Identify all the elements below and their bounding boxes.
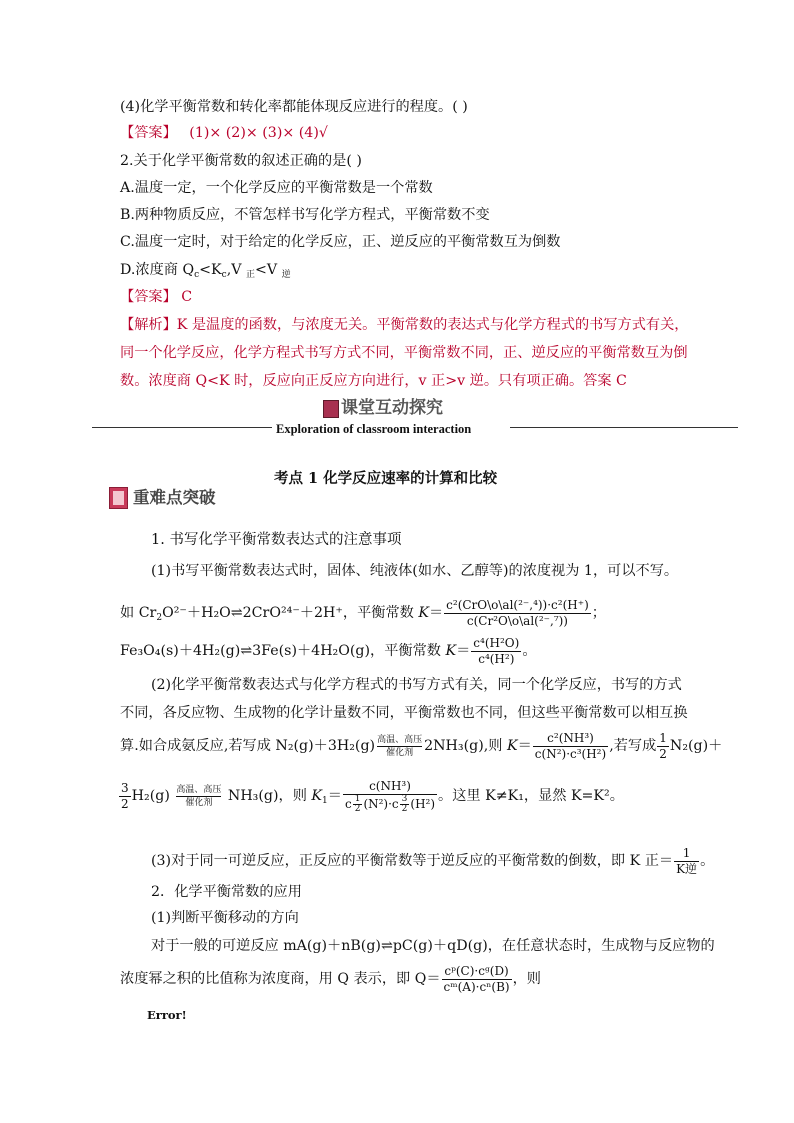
q2-option-d: D.浓度商 $Q_c<K_c,V$ $_正$<V $_逆$ xyxy=(120,262,291,280)
half-fraction: $\frac{1}{2}$ xyxy=(659,730,667,761)
banner-subtitle: Exploration of classroom interaction xyxy=(276,422,472,436)
reaction-arrow-2: 高温、高压 催化剂 xyxy=(176,784,222,808)
analysis-line-3: 数。浓度商 Q<K 时，反应向正反应方向进行，v 正>v 逆。只有项正确。答案 C xyxy=(120,373,627,389)
p2-line-2: 浓度幂之积的比值称为浓度商，用 Q 表示，即 Q＝ $\frac{\text{cᵖ(C)·cᵍ(D)}}{\text{cᵐ(A)·cⁿ(B)}}$ ，则 xyxy=(120,963,541,994)
error-text: Error! xyxy=(147,1008,187,1022)
p1-example-2: Fe₃O₄(s)＋4H₂(g)⇌3Fe(s)＋4H₂O(g)，平衡常数 K＝ $\frac{\text{c⁴(H²O)}}{\text{c⁴(H²)}}$ 。 xyxy=(120,635,537,666)
three-half-fraction: $\frac{3}{2}$ xyxy=(121,780,129,811)
banner-rule-right xyxy=(510,427,738,428)
p1-heading: 1. 书写化学平衡常数表达式的注意事项 xyxy=(151,532,402,548)
answer-value: (1)× (2)× (3)× (4)√ xyxy=(189,125,328,141)
banner-title: 课堂互动探究 xyxy=(341,398,443,418)
rule3-fraction: $\frac{1}{\text{K逆}}$ xyxy=(676,845,698,876)
p1-rule-1: (1)书写平衡常数表达式时，固体、纯液体(如水、乙醇等)的浓度视为 1，可以不写。 xyxy=(151,563,679,579)
banner-icon xyxy=(323,400,339,418)
p1-rule-2-line-2: 不同，各反应物、生成物的化学计量数不同，平衡常数也不同，但这些平衡常数可以相互换 xyxy=(120,705,688,721)
answer-2 xyxy=(120,287,192,307)
answer-label: 【答案】 xyxy=(120,289,177,305)
banner-rule-left xyxy=(92,427,272,428)
p1-rule-2-line-4: $\frac{3}{2}$ H₂(g) 高温、高压 催化剂 NH₃(g)，则 $K_1=$ c(NH³) c $\frac{1}{2}$ (N²)·c $\frac{3}{2}$ (H²) 。这里 K≠K₁，显然 K=K²。 xyxy=(121,778,624,814)
ex2-fraction: $\frac{\text{c⁴(H²O)}}{\text{c⁴(H²)}}$ xyxy=(473,635,520,666)
p2-heading: 2．化学平衡常数的应用 xyxy=(151,884,302,900)
q2-stem: 2.关于化学平衡常数的叙述正确的是( ) xyxy=(120,153,362,169)
analysis-line-1: 【解析】K 是温度的函数，与浓度无关。平衡常数的表达式与化学方程式的书写方式有关， xyxy=(120,317,689,333)
section-title: 考点 1 化学反应速率的计算和比较 xyxy=(274,470,498,487)
K-fraction: $\frac{\text{c²(NH³)}}{\text{c(N²)·c³(H²)}}$ xyxy=(534,730,607,761)
answer-label: 【答案】 xyxy=(120,125,177,141)
p2-sub-1: (1)判断平衡移动的方向 xyxy=(151,910,299,926)
K1-fraction: c(NH³) c $\frac{1}{2}$ (N²)·c $\frac{3}{2}$ (H²) xyxy=(344,778,436,814)
reaction-arrow: 高温、高压 催化剂 xyxy=(377,734,423,758)
tag-icon xyxy=(109,487,128,509)
p1-example-1: 如 $Cr_2O^{2-}+H_2O\rightleftharpoons 2CrO^{24-}+2H^+$，平衡常数 K＝ $\frac{\text{c²(CrO\textbackslash{}o\textbackslash{}al(²⁻,⁴))·c²(H⁺)}}{\text{c(Cr²O\textbackslash{}o\textbackslash{}al(²⁻,⁷))}}$ ； xyxy=(120,597,606,628)
q4-text: (4)化学平衡常数和转化率都能体现反应进行的程度。( ) xyxy=(120,99,468,115)
p1-rule-2-line-1: (2)化学平衡常数表达式与化学方程式的书写方式有关，同一个化学反应，书写的方式 xyxy=(151,677,682,693)
q2-option-b: B.两种物质反应，不管怎样书写化学方程式，平衡常数不变 xyxy=(120,207,490,223)
p2-line-1: 对于一般的可逆反应 mA(g)＋nB(g)⇌pC(g)＋qD(g)，在任意状态时，生成物与反应物的 xyxy=(151,938,715,954)
q2-option-a: A.温度一定，一个化学反应的平衡常数是一个常数 xyxy=(120,180,433,196)
q2-option-c: C.温度一定时，对于给定的化学反应，正、逆反应的平衡常数互为倒数 xyxy=(120,234,561,250)
answer-1 xyxy=(120,123,328,143)
analysis-line-2: 同一个化学反应，化学方程式书写方式不同，平衡常数不同，正、逆反应的平衡常数互为倒 xyxy=(120,345,688,361)
Q-fraction: $\frac{\text{cᵖ(C)·cᵍ(D)}}{\text{cᵐ(A)·cⁿ(B)}}$ xyxy=(443,963,510,994)
answer-value: C xyxy=(181,289,193,305)
p1-rule-3: (3)对于同一可逆反应，正反应的平衡常数等于逆反应的平衡常数的倒数，即 K 正＝ $\frac{1}{\text{K逆}}$ 。 xyxy=(151,845,715,876)
p1-rule-2-line-3: 算.如合成氨反应,若写成 N₂(g)＋3H₂(g) 高温、高压 催化剂 2NH₃(g),则 K＝ $\frac{\text{c²(NH³)}}{\text{c(N²)·c³(H²)}}$ ,若写成 $\frac{1}{2}$ N₂(g)＋ xyxy=(120,730,723,761)
tag-label: 重难点突破 xyxy=(133,488,216,507)
ex1-fraction: $\frac{\text{c²(CrO\textbackslash{}o\textbackslash{}al(²⁻,⁴))·c²(H⁺)}}{\text{c(Cr²O\textbackslash{}o\textbackslash{}al(²⁻,⁷))}}$ xyxy=(446,597,589,628)
